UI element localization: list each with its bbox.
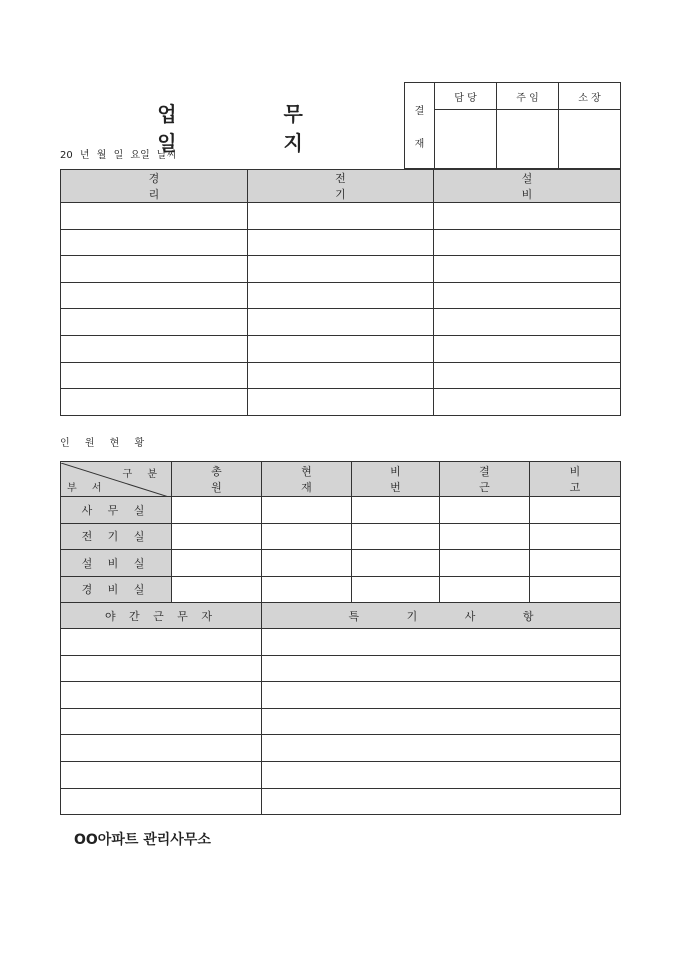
personnel-header-row xyxy=(61,462,621,497)
night-duty-cell[interactable] xyxy=(61,655,262,682)
night-duty-header: 야 간 근 무 자 xyxy=(61,603,262,629)
facilities-cell[interactable] xyxy=(434,229,621,256)
night-duty-cell[interactable] xyxy=(61,788,262,815)
accounting-cell[interactable] xyxy=(61,389,248,416)
department-row xyxy=(61,523,621,550)
personnel-count-cell[interactable] xyxy=(530,523,621,550)
personnel-count-cell[interactable] xyxy=(262,497,352,524)
night-duty-row xyxy=(61,629,621,656)
night-duty-row xyxy=(61,788,621,815)
electrical-cell[interactable] xyxy=(248,229,434,256)
facilities-cell[interactable] xyxy=(434,282,621,309)
work-log-row xyxy=(61,335,621,362)
personnel-count-cell[interactable] xyxy=(530,550,621,577)
header-accounting: 경 리 xyxy=(61,170,248,203)
night-duty-row xyxy=(61,708,621,735)
personnel-count-cell[interactable] xyxy=(352,497,440,524)
approval-label-bottom: 재 xyxy=(414,138,425,150)
approval-label-top: 결 xyxy=(414,105,425,117)
facilities-cell[interactable] xyxy=(434,362,621,389)
personnel-count-cell[interactable] xyxy=(172,497,262,524)
night-duty-cell[interactable] xyxy=(61,735,262,762)
facilities-cell[interactable] xyxy=(434,203,621,230)
electrical-cell[interactable] xyxy=(248,282,434,309)
special-notes-cell[interactable] xyxy=(262,655,621,682)
personnel-count-cell[interactable] xyxy=(352,523,440,550)
header-absent: 결 근 xyxy=(440,462,530,497)
approval-header-director: 소 장 xyxy=(559,83,621,110)
personnel-count-cell[interactable] xyxy=(262,550,352,577)
accounting-cell[interactable] xyxy=(61,229,248,256)
night-duty-cell[interactable] xyxy=(61,682,262,709)
work-log-row xyxy=(61,282,621,309)
night-duty-row xyxy=(61,761,621,788)
corner-category-label: 구 분 xyxy=(122,468,163,480)
work-log-header-row xyxy=(61,170,621,203)
personnel-count-cell[interactable] xyxy=(530,576,621,603)
facilities-cell[interactable] xyxy=(434,309,621,336)
approval-header-manager: 담 당 xyxy=(435,83,497,110)
facilities-cell[interactable] xyxy=(434,389,621,416)
department-row xyxy=(61,497,621,524)
electrical-cell[interactable] xyxy=(248,256,434,283)
approval-sign-chief[interactable] xyxy=(497,110,559,169)
special-notes-cell[interactable] xyxy=(262,788,621,815)
night-duty-row xyxy=(61,735,621,762)
special-notes-cell[interactable] xyxy=(262,708,621,735)
corner-department-label: 부 서 xyxy=(67,482,108,494)
department-label: 경 비 실 xyxy=(61,576,172,603)
electrical-cell[interactable] xyxy=(248,309,434,336)
facilities-cell[interactable] xyxy=(434,256,621,283)
night-duty-header-row xyxy=(61,603,621,629)
document-title: 업 무 일 지 xyxy=(157,102,353,155)
personnel-count-cell[interactable] xyxy=(530,497,621,524)
approval-box xyxy=(404,82,621,169)
header-off-duty: 비 번 xyxy=(352,462,440,497)
facilities-cell[interactable] xyxy=(434,335,621,362)
personnel-corner-cell xyxy=(61,462,172,497)
accounting-cell[interactable] xyxy=(61,362,248,389)
accounting-cell[interactable] xyxy=(61,309,248,336)
personnel-count-cell[interactable] xyxy=(172,523,262,550)
personnel-count-cell[interactable] xyxy=(440,523,530,550)
date-weather-line: 20 년 월 일 요일 날씨 xyxy=(60,150,177,161)
personnel-table xyxy=(60,461,621,815)
special-notes-cell[interactable] xyxy=(262,761,621,788)
accounting-cell[interactable] xyxy=(61,282,248,309)
personnel-count-cell[interactable] xyxy=(352,550,440,577)
special-notes-cell[interactable] xyxy=(262,629,621,656)
work-log-row xyxy=(61,256,621,283)
personnel-count-cell[interactable] xyxy=(440,550,530,577)
approval-sign-manager[interactable] xyxy=(435,110,497,169)
night-duty-cell[interactable] xyxy=(61,708,262,735)
work-log-row xyxy=(61,389,621,416)
night-duty-cell[interactable] xyxy=(61,761,262,788)
night-duty-row xyxy=(61,655,621,682)
personnel-section-title: 인 원 현 황 xyxy=(60,438,151,449)
department-label: 설 비 실 xyxy=(61,550,172,577)
personnel-count-cell[interactable] xyxy=(262,523,352,550)
personnel-count-cell[interactable] xyxy=(172,550,262,577)
header-remarks: 비 고 xyxy=(530,462,621,497)
accounting-cell[interactable] xyxy=(61,203,248,230)
personnel-count-cell[interactable] xyxy=(352,576,440,603)
special-notes-cell[interactable] xyxy=(262,682,621,709)
work-log-row xyxy=(61,362,621,389)
work-log-row xyxy=(61,309,621,336)
electrical-cell[interactable] xyxy=(248,203,434,230)
department-row xyxy=(61,550,621,577)
personnel-count-cell[interactable] xyxy=(172,576,262,603)
work-log-row xyxy=(61,203,621,230)
night-duty-row xyxy=(61,682,621,709)
special-notes-cell[interactable] xyxy=(262,735,621,762)
header-total: 총 원 xyxy=(172,462,262,497)
accounting-cell[interactable] xyxy=(61,256,248,283)
work-log-table xyxy=(60,169,621,416)
header-facilities: 설 비 xyxy=(434,170,621,203)
header-electrical: 전 기 xyxy=(248,170,434,203)
approval-header-chief: 주 임 xyxy=(497,83,559,110)
electrical-cell[interactable] xyxy=(248,362,434,389)
approval-sign-director[interactable] xyxy=(559,110,621,169)
personnel-count-cell[interactable] xyxy=(440,576,530,603)
accounting-cell[interactable] xyxy=(61,335,248,362)
electrical-cell[interactable] xyxy=(248,335,434,362)
personnel-count-cell[interactable] xyxy=(440,497,530,524)
department-label: 전 기 실 xyxy=(61,523,172,550)
personnel-count-cell[interactable] xyxy=(262,576,352,603)
work-log-row xyxy=(61,229,621,256)
night-duty-cell[interactable] xyxy=(61,629,262,656)
electrical-cell[interactable] xyxy=(248,389,434,416)
special-notes-header: 특 기 사 항 xyxy=(262,603,621,629)
department-row xyxy=(61,576,621,603)
department-label: 사 무 실 xyxy=(61,497,172,524)
footer-organization: OO아파트 관리사무소 xyxy=(74,832,211,848)
header-present: 현 재 xyxy=(262,462,352,497)
approval-label xyxy=(405,83,435,169)
